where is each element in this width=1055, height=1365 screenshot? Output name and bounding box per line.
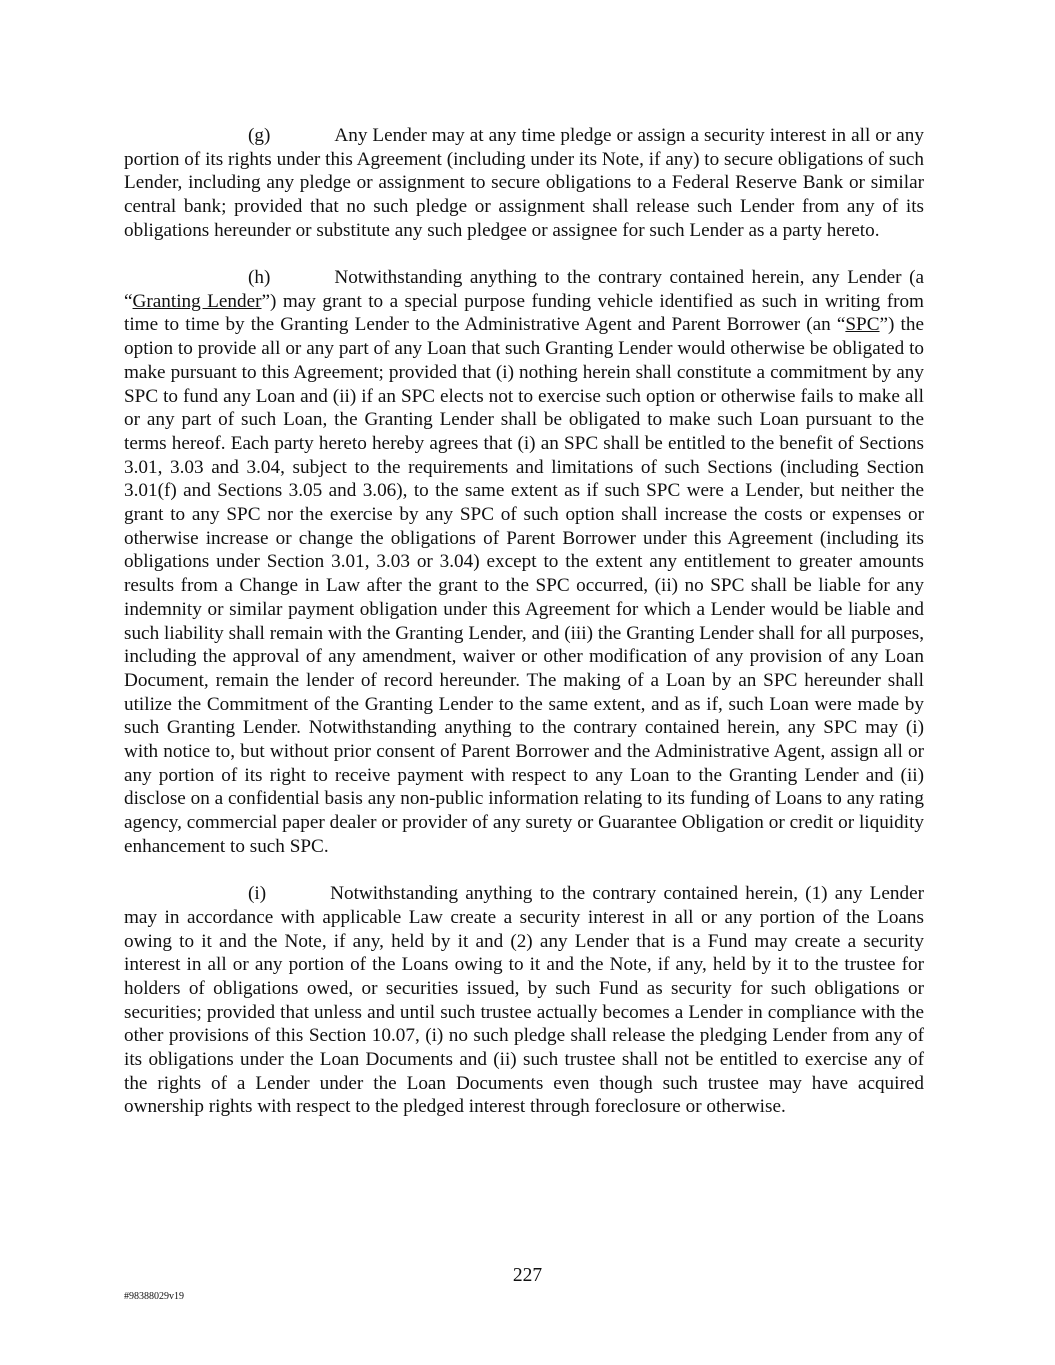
paragraph-label: (i) bbox=[248, 883, 267, 905]
paragraph-text: Any Lender may at any time pledge or assign a security interest in all or any portion of its rights under this Agreement (including under its Note, if any) to secure obligations of such Lender, including any pledge or assignment to secure obligations to a Federal Reserve Bank or similar central bank; provided that no such pledge or assignment shall release such Lender from any of its obligations hereunder or substitute any such pledgee or assignee for such Lender as a party hereto. bbox=[124, 125, 924, 241]
paragraph-text: ”) may grant to a special purpose funding vehicle identified as such in writing from time to time by the Granting Lender to the Administrative Agent and Parent Borrower (an “ bbox=[124, 290, 924, 336]
paragraph-g bbox=[124, 124, 924, 243]
paragraph-i bbox=[124, 882, 924, 1119]
defined-term-granting-lender: Granting Lender bbox=[132, 290, 262, 312]
defined-term-spc: SPC bbox=[845, 314, 880, 336]
document-body bbox=[124, 124, 924, 1119]
paragraph-text: Notwithstanding anything to the contrary contained herein, (1) any Lender may in accordance with applicable Law create a security interest in all or any portion of the Loans owing to it and the Note, if any, held by it and (2) any Lender that is a Fund may create a security interest in all or any portion of the Loans owing to it and the Note, if any, held by it to the trustee for holders of obligations owed, or securities issued, by such Fund as security for such obligations or securities; provided that unless and until such trustee actually becomes a Lender in compliance with the other provisions of this Section 10.07, (i) no such pledge shall release the pledging Lender from any of its obligations under the Loan Documents and (ii) such trustee shall not be entitled to exercise any of the rights of a Lender under the Loan Documents even though such trustee may have acquired ownership rights with respect to the pledged interest through foreclosure or otherwise. bbox=[124, 883, 924, 1118]
paragraph-h bbox=[124, 266, 924, 859]
page-number: 227 bbox=[512, 1265, 543, 1286]
paragraph-label: (g) bbox=[248, 125, 271, 146]
paragraph-text: ”) the option to provide all or any part of any Loan that such Granting Lender would otherwise be obligated to make pursuant to this Agreement; provided that (i) nothing herein shall constitute a commitment by any SPC to fund any Loan and (ii) if an SPC elects not to exercise such option or otherwise fails to make all or any part of such Loan, the Granting Lender shall be obligated to make such Loan pursuant to the terms hereof. Each party hereto hereby agrees that (i) an SPC shall be entitled to the benefit of Sections 3.01, 3.03 and 3.04, subject to the requirements and limitations of such Sections (including Section 3.01(f) and Sections 3.05 and 3.06), to the same extent as if such SPC were a Lender, but neither the grant to any SPC nor the exercise by any SPC of such option shall increase the costs or expenses or otherwise increase or change the obligations of Parent Borrower under this Agreement (including its obligations under Section 3.01, 3.03 or 3.04) except to the extent any entitlement to greater amounts results from a Change in Law after the grant to the SPC occurred, (ii) no SPC shall be liable for any indemnity or similar payment obligation under this Agreement for which a Lender would be liable and such liability shall remain with the Granting Lender, and (iii) the Granting Lender shall for all purposes, including the approval of any amendment, waiver or other modification of any provision of any Loan Document, remain the lender of record hereunder. The making of a Loan by an SPC hereunder shall utilize the Commitment of the Granting Lender to the same extent, and as if, such Loan were made by such Granting Lender. Notwithstanding anything to the contrary contained herein, any SPC may (i) with notice to, but without prior consent of Parent Borrower and the Administrative Agent, assign all or any portion of its right to receive payment with respect to any Loan to the Granting Lender and (ii) disclose on a confidential basis any non-public information relating to its funding of Loans to any rating agency, commercial paper dealer or provider of any surety or Guarantee Obligation or credit or liquidity enhancement to such SPC. bbox=[124, 314, 924, 857]
document-id: #98388029v19 bbox=[124, 1291, 184, 1302]
paragraph-label: (h) bbox=[248, 267, 271, 289]
paragraph-text: Notwithstanding anything to the contrary contained herein, any Lender (a “ bbox=[124, 267, 924, 312]
